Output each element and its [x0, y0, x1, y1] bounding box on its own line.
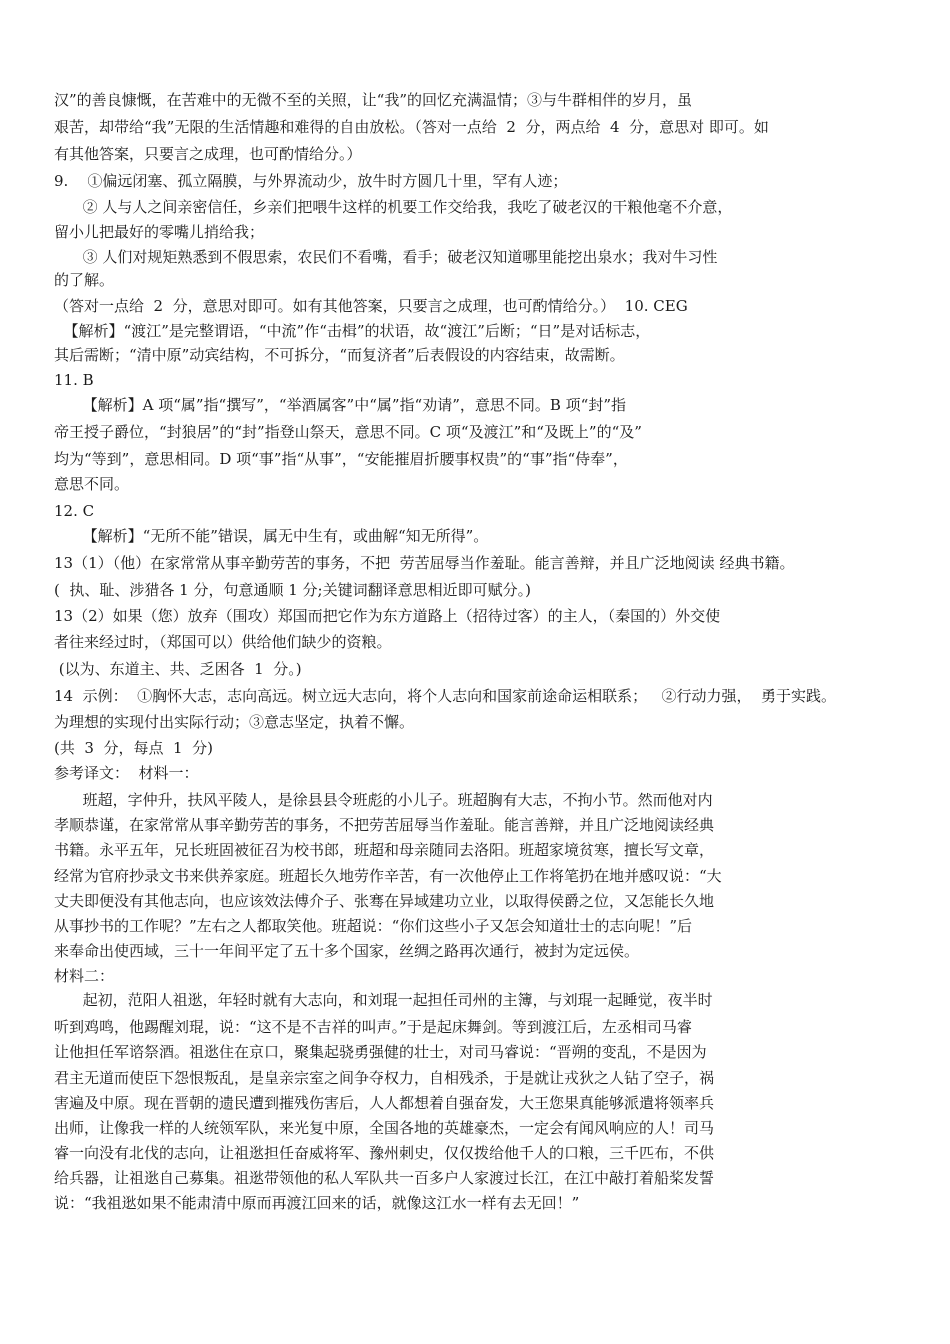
text-line: 来奉命出使西域，三十一年间平定了五十多个国家，丝绸之路再次通行，被封为定远侯。	[54, 942, 640, 960]
text-line: 丈夫即便没有其他志向，也应该效法傅介子、张骞在异域建功立业，以取得侯爵之位，又怎能长久地	[54, 892, 715, 910]
text-line: 说：“我祖逖如果不能肃清中原而再渡江回来的话，就像这江水一样有去无回！”	[54, 1194, 580, 1212]
text-line: (共 3 分，每点 1 分)	[54, 739, 213, 757]
text-line: 者往来经过时，（郑国可以）供给他们缺少的资粮。	[54, 633, 392, 651]
text-line: 害遍及中原。现在晋朝的遗民遭到摧残伤害后，人人都想着自强奋发，大王您果真能够派遣将领率兵	[54, 1094, 715, 1112]
text-line: (以为、东道主、共、乏困各 1 分。)	[54, 660, 302, 678]
text-line: 13（2）如果（您）放弃（围攻）郑国而把它作为东方道路上（招待过客）的主人，（秦国的）外交使	[54, 607, 721, 625]
text-line: 留小儿把最好的零嘴儿捎给我；	[54, 223, 265, 241]
text-line: ③ 人们对规矩熟悉到不假思索，农民们不看嘴，看手；破老汉知道哪里能挖出泉水；我对牛习性	[54, 248, 718, 266]
text-line: 【解析】“无所不能”错误，属无中生有，或曲解“知无所得”。	[54, 527, 489, 545]
text-line: 从事抄书的工作呢？”左右之人都取笑他。班超说：“你们这些小子又怎会知道壮士的志向呢！”后	[54, 917, 693, 935]
text-line: 均为“等到”，意思相同。D 项“事”指“从事”，“安能摧眉折腰事权贵”的“事”指“侍奉”，	[54, 450, 628, 468]
text-line: 汉”的善良慷慨，在苦难中的无微不至的关照，让“我”的回忆充满温情；③与牛群相伴的岁月，虽	[54, 91, 693, 109]
text-line: ( 执、耻、涉猎各 1 分，句意通顺 1 分;关键词翻译意思相近即可赋分。)	[54, 581, 531, 599]
text-line: 书籍。永平五年，兄长班固被征召为校书郎，班超和母亲随同去洛阳。班超家境贫寒，擅长写文章，	[54, 841, 715, 859]
text-line: 班超，字仲升，扶风平陵人，是徐县县令班彪的小儿子。班超胸有大志，不拘小节。然而他对内	[54, 791, 713, 809]
text-line: 【解析】“渡江”是完整谓语，“中流”作“击楫”的状语，故“渡江”后断；“日”是对话标志，	[54, 322, 651, 340]
text-line: 为理想的实现付出实际行动；③意志坚定，执着不懈。	[54, 713, 415, 731]
text-line: 让他担任军谘祭酒。祖逖住在京口，聚集起骁勇强健的壮士，对司马睿说：“晋朔的变乱，不是因为	[54, 1043, 707, 1061]
text-line: 9. ①偏远闭塞、孤立隔膜，与外界流动少，放牛时方圆几十里，罕有人迹；	[54, 172, 568, 190]
text-line: 参考译文： 材料一：	[54, 764, 199, 782]
text-line: 孝顺恭谨，在家常常从事辛勤劳苦的事务，不把劳苦屈辱当作羞耻。能言善辩，并且广泛地阅读经典	[54, 816, 715, 834]
text-line: ② 人与人之间亲密信任，乡亲们把喂牛这样的机要工作交给我，我吃了破老汉的干粮他毫不介意，	[54, 198, 733, 216]
text-line: 12. C	[54, 502, 95, 520]
text-line: 【解析】A 项“属”指“撰写”，“举酒属客”中“属”指“劝请”，意思不同。B 项“封”指	[54, 396, 627, 414]
text-line: 听到鸡鸣，他踢醒刘琨，说：“这不是不吉祥的叫声。”于是起床舞剑。等到渡江后，左丞相司马睿	[54, 1018, 692, 1036]
text-line: 13（1）（他）在家常常从事辛勤劳苦的事务，不把 劳苦屈辱当作羞耻。能言善辩，并且广泛地阅读 经典书籍。	[54, 554, 795, 572]
text-line: 睿一向没有北伐的志向，让祖逖担任奋威将军、豫州刺史，仅仅拨给他千人的口粮，三千匹布，不供	[54, 1144, 715, 1162]
text-line: 材料二：	[54, 967, 115, 985]
text-line: 君主无道而使臣下怨恨叛乱，是皇亲宗室之间争夺权力，自相残杀，于是就让戎狄之人钻了空子，祸	[54, 1069, 715, 1087]
text-line: 有其他答案，只要言之成理，也可酌情给分。）	[54, 145, 362, 163]
text-line: 出师，让像我一样的人统领军队，来光复中原，全国各地的英雄豪杰，一定会有闻风响应的人！司马	[54, 1119, 715, 1137]
text-line: 14 示例： ①胸怀大志，志向高远。树立远大志向，将个人志向和国家前途命运相联系； ②行动力强， 勇于实践。	[54, 687, 837, 705]
text-line: 起初，范阳人祖逖，年轻时就有大志向，和刘琨一起担任司州的主簿，与刘琨一起睡觉，夜半时	[54, 991, 713, 1009]
text-line: 艰苦，却带给“我”无限的生活情趣和难得的自由放松。（答对一点给 2 分，两点给 4 分，意思对 即可。如	[54, 118, 769, 136]
text-line: 经常为官府抄录文书来供养家庭。班超长久地劳作辛苦，有一次他停止工作将笔扔在地并感叹说：“大	[54, 867, 722, 885]
text-line: 给兵器，让祖逖自己募集。祖逖带领他的私人军队共一百多户人家渡过长江，在江中敲打着船桨发誓	[54, 1169, 715, 1187]
text-line: 帝王授子爵位，“封狼居”的“封”指登山祭天，意思不同。C 项“及渡江”和“及既上”的“及”	[54, 423, 642, 441]
text-line: 其后需断；“清中原”动宾结构，不可拆分，“而复济者”后表假设的内容结束，故需断。	[54, 346, 625, 364]
text-line: 意思不同。	[54, 475, 130, 493]
text-line: （答对一点给 2 分，意思对即可。如有其他答案，只要言之成理，也可酌情给分。） 10. CEG	[54, 297, 688, 315]
text-line: 的了解。	[54, 271, 115, 289]
text-line: 11. B	[54, 371, 94, 389]
